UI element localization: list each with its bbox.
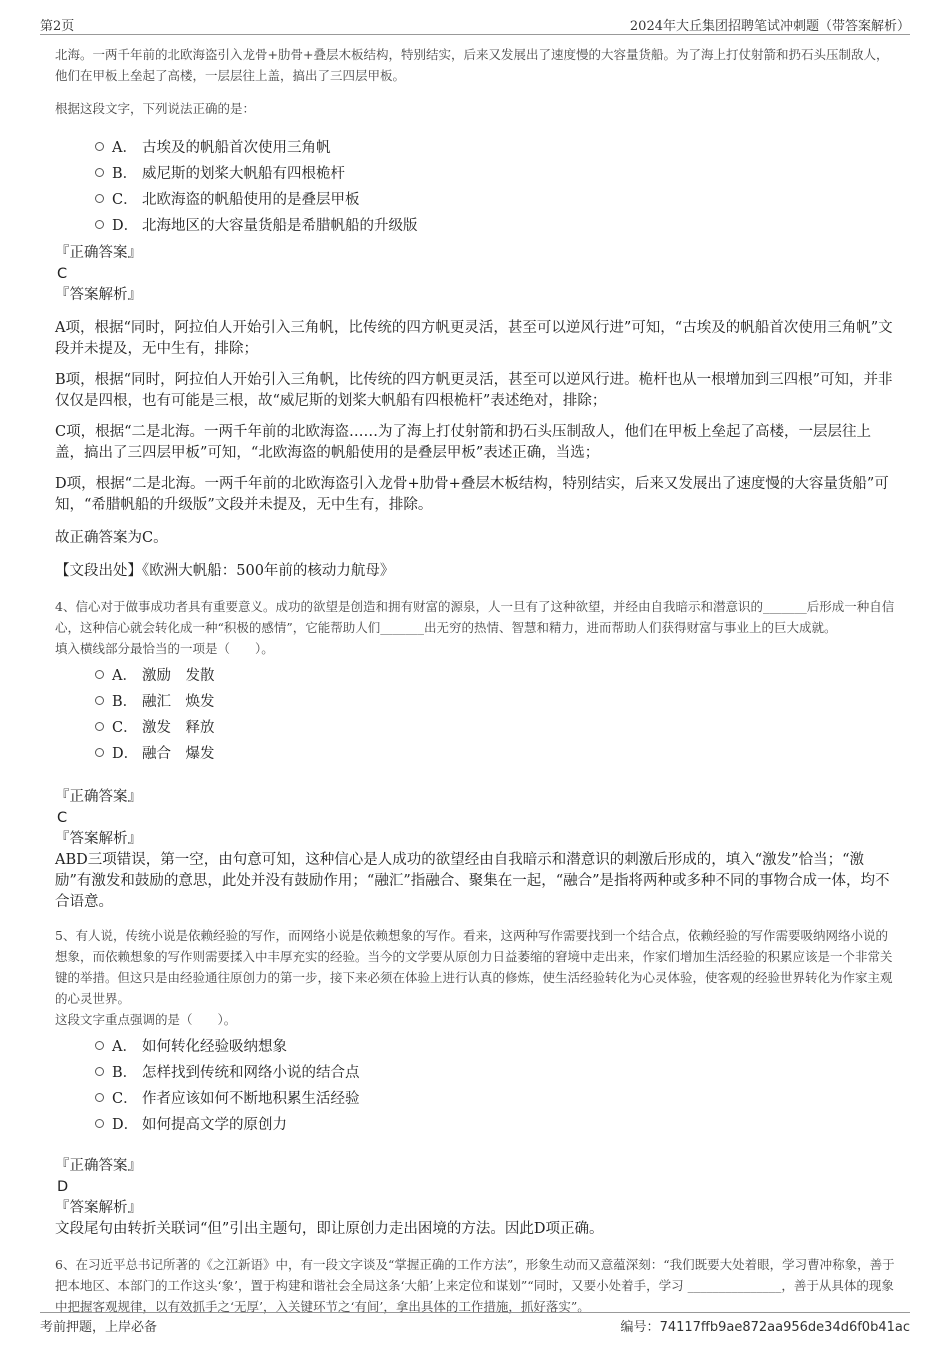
document-code: 编号：74117ffb9ae872aa956de34d6f0b41ac	[620, 1319, 910, 1335]
option-a[interactable]: A． 激励 发散	[95, 661, 895, 687]
analysis-paragraph: C项，根据“二是北海。一两千年前的北欧海盗……为了海上打仗射箭和扔石头压制敌人，他们在甲板上垒起了高楼，一层层往上盖，搞出了三四层甲板”可知，“北欧海盗的帆船使用的是叠层甲板”表述正确，当选；	[55, 424, 872, 461]
radio-icon[interactable]	[95, 696, 104, 705]
page-header	[40, 14, 910, 35]
answer-label: 『正确答案』	[55, 1158, 142, 1174]
question-4-passage: 4、信心对于做事成功者具有重要意义。成功的欲望是创造和拥有财富的源泉，人一旦有了这种欲望，并经由自我暗示和潜意识的_______后形成一种自信心，这种信心就会转化成一种“积极的感情”，它能帮助人们_______出无穷的热情、智慧和精力，进而帮助人们获得财富与事业上的巨大成就。	[55, 599, 895, 635]
question-5-options	[95, 1032, 895, 1136]
analysis-block	[55, 318, 895, 582]
document-title: 2024年大丘集团招聘笔试冲刺题（带答案解析）	[629, 18, 910, 34]
answer-value: C	[57, 810, 68, 826]
analysis-conclusion: 故正确答案为C。	[55, 530, 168, 546]
option-a[interactable]: A． 古埃及的帆船首次使用三角帆	[95, 133, 895, 159]
option-c[interactable]: C． 北欧海盗的帆船使用的是叠层甲板	[95, 185, 895, 211]
radio-icon[interactable]	[95, 142, 104, 151]
analysis-label: 『答案解析』	[55, 831, 142, 847]
question-6-passage: 6、在习近平总书记所著的《之江新语》中，有一段文字谈及“掌握正确的工作方法”，形象生动而又意蕴深刻：“我们既要大处着眼，学习曹冲称象，善于把本地区、本部门的工作这头‘象’，置于构建和谐社会全局这条‘大船’上来定位和谋划”“同时，又要小处着手，学习 _______________，善于从具体的现象中把握客观规律，以有效抓手之‘无厚’，入关键环节之‘有间’，拿出具体的工作措施，抓好落实”。	[55, 1257, 895, 1314]
page-content	[55, 44, 895, 1317]
analysis-paragraph: D项，根据“二是北海。一两千年前的北欧海盗引入龙骨+肋骨+叠层木板结构，特别结实，后来又发展出了速度慢的大容量货船”可知，“希腊帆船的升级版”文段并未提及，无中生有，排除。	[55, 476, 889, 513]
analysis-paragraph: B项，根据“同时，阿拉伯人开始引入三角帆，比传统的四方帆更灵活，甚至可以逆风行进。桅杆也从一根增加到三四根”可知，并非仅仅是四根，也有可能是三根，故“威尼斯的划桨大帆船有四根桅杆”表述绝对，排除；	[55, 372, 893, 409]
page-footer	[40, 1312, 910, 1335]
option-d[interactable]: D． 融合 爆发	[95, 739, 895, 765]
radio-icon[interactable]	[95, 1067, 104, 1076]
option-d[interactable]: D． 如何提高文学的原创力	[95, 1110, 895, 1136]
question-3	[55, 44, 895, 582]
question-5	[55, 925, 895, 1240]
question-6	[55, 1254, 895, 1317]
option-c[interactable]: C． 激发 释放	[95, 713, 895, 739]
answer-label: 『正确答案』	[55, 789, 142, 805]
radio-icon[interactable]	[95, 1119, 104, 1128]
radio-icon[interactable]	[95, 748, 104, 757]
page-number: 第2页	[40, 18, 75, 34]
question-3-prompt: 根据这段文字，下列说法正确的是：	[55, 101, 256, 116]
footer-slogan: 考前押题，上岸必备	[40, 1319, 158, 1335]
question-5-passage: 5、有人说，传统小说是依赖经验的写作，而网络小说是依赖想象的写作。看来，这两种写作需要找到一个结合点，依赖经验的写作需要吸纳网络小说的想象，而依赖想象的写作则需要揉入中丰厚充实的经验。当今的文学要从原创力日益萎缩的窘境中走出来，作家们增加生活经验的积累应该是一个非常关键的举措。但这只是由经验通往原创力的第一步，接下来必须在体验上进行认真的修炼，使生活经验转化为心灵体验，使客观的经验世界转化为作家主观的心灵世界。	[55, 928, 893, 1006]
radio-icon[interactable]	[95, 194, 104, 203]
question-3-passage: 北海。一两千年前的北欧海盗引入龙骨+肋骨+叠层木板结构，特别结实，后来又发展出了速度慢的大容量货船。为了海上打仗射箭和扔石头压制敌人，他们在甲板上垒起了高楼，一层层往上盖，搞出了三四层甲板。	[55, 47, 889, 83]
question-4-prompt: 填入横线部分最恰当的一项是（ ）。	[55, 641, 274, 656]
answer-label: 『正确答案』	[55, 245, 142, 261]
radio-icon[interactable]	[95, 1041, 104, 1050]
radio-icon[interactable]	[95, 220, 104, 229]
analysis-paragraph: A项，根据“同时，阿拉伯人开始引入三角帆，比传统的四方帆更灵活，甚至可以逆风行进”可知，“古埃及的帆船首次使用三角帆”文段并未提及，无中生有，排除；	[55, 320, 893, 357]
answer-value: C	[57, 266, 68, 282]
radio-icon[interactable]	[95, 670, 104, 679]
question-4-options	[95, 661, 895, 765]
radio-icon[interactable]	[95, 722, 104, 731]
analysis-paragraph: 文段尾句由转折关联词“但”引出主题句，即让原创力走出困境的方法。因此D项正确。	[55, 1221, 604, 1237]
answer-value: D	[57, 1179, 69, 1195]
option-b[interactable]: B． 融汇 焕发	[95, 687, 895, 713]
option-d[interactable]: D． 北海地区的大容量货船是希腊帆船的升级版	[95, 211, 895, 237]
option-b[interactable]: B． 怎样找到传统和网络小说的结合点	[95, 1058, 895, 1084]
question-5-prompt: 这段文字重点强调的是（ ）。	[55, 1012, 237, 1027]
option-a[interactable]: A． 如何转化经验吸纳想象	[95, 1032, 895, 1058]
source-note: 【文段出处】《欧洲大帆船：500年前的核动力航母》	[55, 563, 395, 579]
option-b[interactable]: B． 威尼斯的划桨大帆船有四根桅杆	[95, 159, 895, 185]
analysis-label: 『答案解析』	[55, 1200, 142, 1216]
analysis-paragraph: ABD三项错误，第一空，由句意可知，这种信心是人成功的欲望经由自我暗示和潜意识的刺激后形成的，填入“激发”恰当；“激励”有激发和鼓励的意思，此处并没有鼓励作用；“融汇”指融合、聚集在一起，“融合”是指将两种或多种不同的事物合成一体，均不合语意。	[55, 852, 890, 910]
option-c[interactable]: C． 作者应该如何不断地积累生活经验	[95, 1084, 895, 1110]
radio-icon[interactable]	[95, 168, 104, 177]
radio-icon[interactable]	[95, 1093, 104, 1102]
question-3-options	[95, 133, 895, 237]
analysis-label: 『答案解析』	[55, 287, 142, 303]
question-4	[55, 596, 895, 913]
